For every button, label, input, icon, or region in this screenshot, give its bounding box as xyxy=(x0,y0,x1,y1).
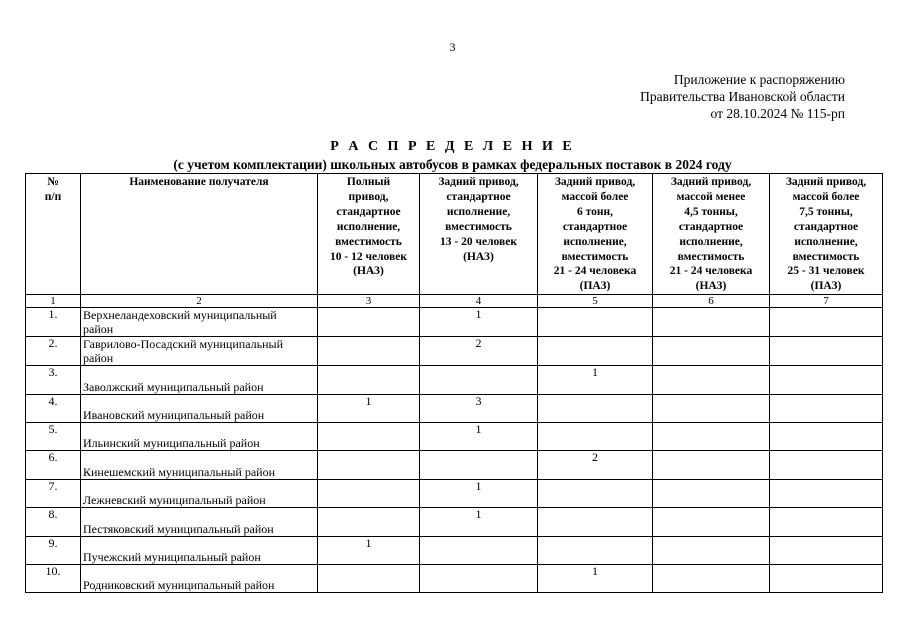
count-col-6 xyxy=(653,366,770,394)
count-col-5 xyxy=(538,423,653,451)
count-col-3 xyxy=(318,423,420,451)
count-col-7 xyxy=(770,564,883,592)
row-number: 4. xyxy=(26,394,81,422)
appendix-line: от 28.10.2024 № 115-рп xyxy=(710,106,845,121)
recipient-name: Пестяковский муниципальный район xyxy=(81,508,318,536)
recipient-name: Верхнеландеховский муниципальный район xyxy=(81,308,318,337)
recipient-name: Ивановский муниципальный район xyxy=(81,394,318,422)
recipient-name: Лежневский муниципальный район xyxy=(81,479,318,507)
count-col-5: 1 xyxy=(538,564,653,592)
count-col-4 xyxy=(420,366,538,394)
row-number: 6. xyxy=(26,451,81,479)
count-col-4: 1 xyxy=(420,508,538,536)
count-col-5 xyxy=(538,508,653,536)
table-row xyxy=(26,564,883,592)
row-number: 2. xyxy=(26,337,81,366)
count-col-3 xyxy=(318,564,420,592)
count-col-6 xyxy=(653,451,770,479)
row-number: 7. xyxy=(26,479,81,507)
count-col-6 xyxy=(653,508,770,536)
count-col-4: 2 xyxy=(420,337,538,366)
count-col-5 xyxy=(538,479,653,507)
appendix-line: Приложение к распоряжению xyxy=(673,72,845,87)
table-row xyxy=(26,451,883,479)
count-col-3: 1 xyxy=(318,536,420,564)
column-number: 6 xyxy=(653,295,770,308)
count-col-6 xyxy=(653,536,770,564)
table-row xyxy=(26,423,883,451)
recipient-name: Заволжский муниципальный район xyxy=(81,366,318,394)
header-no: № п/п xyxy=(26,174,81,295)
count-col-5 xyxy=(538,308,653,337)
count-col-4: 1 xyxy=(420,308,538,337)
appendix-note xyxy=(640,71,845,122)
recipient-name: Родниковский муниципальный район xyxy=(81,564,318,592)
count-col-3 xyxy=(318,308,420,337)
count-col-7 xyxy=(770,508,883,536)
recipient-name: Ильинский муниципальный район xyxy=(81,423,318,451)
table-row xyxy=(26,394,883,422)
column-number: 4 xyxy=(420,295,538,308)
document-title: Р А С П Р Е Д Е Л Е Н И Е xyxy=(330,139,575,154)
header-col-5: Задний привод, массой более 6 тонн, стандартное исполнение, вместимость 21 - 24 человека (ПАЗ) xyxy=(538,174,653,295)
count-col-3 xyxy=(318,508,420,536)
count-col-7 xyxy=(770,308,883,337)
column-number: 5 xyxy=(538,295,653,308)
recipient-name: Пучежский муниципальный район xyxy=(81,536,318,564)
count-col-6 xyxy=(653,308,770,337)
row-number: 3. xyxy=(26,366,81,394)
appendix-line: Правительства Ивановской области xyxy=(640,89,845,104)
count-col-5: 2 xyxy=(538,451,653,479)
count-col-7 xyxy=(770,337,883,366)
column-number: 1 xyxy=(26,295,81,308)
header-col-4: Задний привод, стандартное исполнение, вместимость 13 - 20 человек (НАЗ) xyxy=(420,174,538,295)
column-number: 3 xyxy=(318,295,420,308)
count-col-7 xyxy=(770,394,883,422)
page-number: 3 xyxy=(449,40,456,54)
count-col-7 xyxy=(770,479,883,507)
row-number: 8. xyxy=(26,508,81,536)
count-col-6 xyxy=(653,423,770,451)
count-col-7 xyxy=(770,451,883,479)
count-col-3 xyxy=(318,366,420,394)
table-row xyxy=(26,337,883,366)
count-col-7 xyxy=(770,366,883,394)
header-col-6: Задний привод, массой менее 4,5 тонны, стандартное исполнение, вместимость 21 - 24 человека (НАЗ) xyxy=(653,174,770,295)
count-col-3 xyxy=(318,451,420,479)
count-col-4: 1 xyxy=(420,479,538,507)
header-name: Наименование получателя xyxy=(81,174,318,295)
count-col-3 xyxy=(318,337,420,366)
row-number: 9. xyxy=(26,536,81,564)
table-row xyxy=(26,366,883,394)
count-col-4 xyxy=(420,564,538,592)
recipient-name: Кинешемский муниципальный район xyxy=(81,451,318,479)
count-col-4 xyxy=(420,451,538,479)
count-col-6 xyxy=(653,479,770,507)
document-subtitle: (с учетом комплектации) школьных автобусов в рамках федеральных поставок в 2024 году xyxy=(173,157,732,172)
recipient-name: Гаврилово-Посадский муниципальный район xyxy=(81,337,318,366)
column-numbers-row xyxy=(26,295,883,308)
count-col-6 xyxy=(653,337,770,366)
count-col-6 xyxy=(653,564,770,592)
distribution-table xyxy=(25,173,883,593)
count-col-4: 1 xyxy=(420,423,538,451)
header-row xyxy=(26,174,883,295)
count-col-3: 1 xyxy=(318,394,420,422)
count-col-6 xyxy=(653,394,770,422)
row-number: 5. xyxy=(26,423,81,451)
header-col-3: Полный привод, стандартное исполнение, вместимость 10 - 12 человек (НАЗ) xyxy=(318,174,420,295)
table-body xyxy=(26,308,883,593)
header-col-7: Задний привод, массой более 7,5 тонны, стандартное исполнение, вместимость 25 - 31 человек (ПАЗ) xyxy=(770,174,883,295)
count-col-3 xyxy=(318,479,420,507)
table-row xyxy=(26,508,883,536)
count-col-5: 1 xyxy=(538,366,653,394)
row-number: 1. xyxy=(26,308,81,337)
count-col-5 xyxy=(538,536,653,564)
count-col-4 xyxy=(420,536,538,564)
column-number: 2 xyxy=(81,295,318,308)
column-number: 7 xyxy=(770,295,883,308)
count-col-5 xyxy=(538,337,653,366)
count-col-7 xyxy=(770,536,883,564)
row-number: 10. xyxy=(26,564,81,592)
table-row xyxy=(26,536,883,564)
table-row xyxy=(26,479,883,507)
count-col-5 xyxy=(538,394,653,422)
table-row xyxy=(26,308,883,337)
count-col-7 xyxy=(770,423,883,451)
count-col-4: 3 xyxy=(420,394,538,422)
